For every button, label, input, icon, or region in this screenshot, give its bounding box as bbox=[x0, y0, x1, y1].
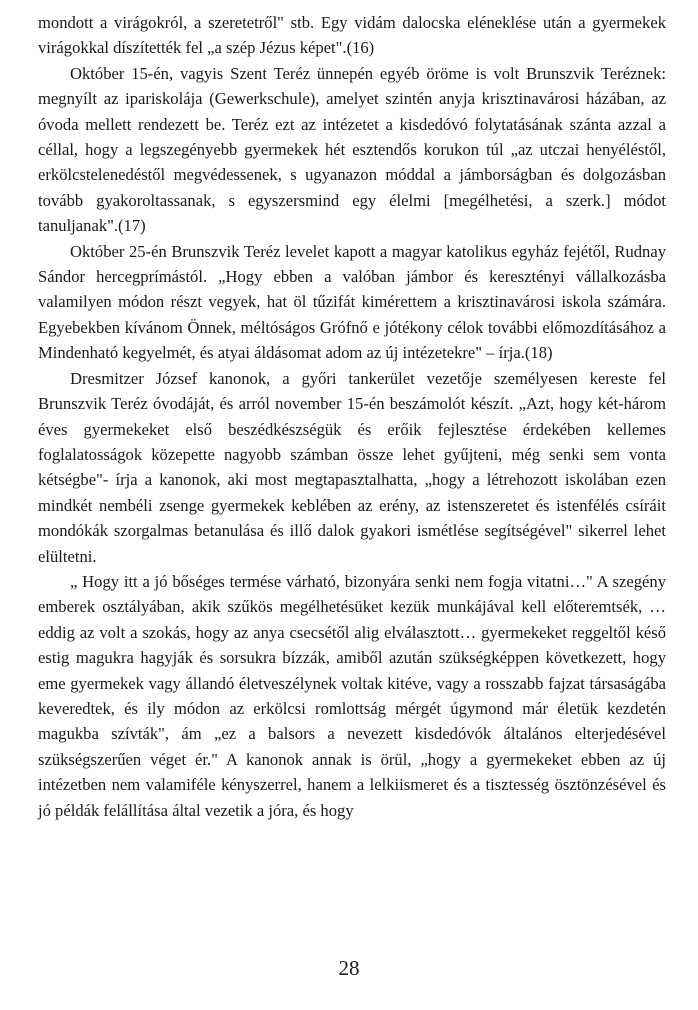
paragraph-quotation: „ Hogy itt a jó bőséges termése várható, bizonyára senki nem fogja vitatni…" A szegény emberek osztályában, akik szűkös megélhetésüket kezük munkájával kell előteremtsék, … eddig az volt a szokás, hogy az anya csecsétől alig elválasztott… gyermekeket reggeltől késő estig magukra hagyják és sorsukra bízzák, amiből azután szükségképpen következett, hogy eme gyermekek vagy állandó életveszélynek voltak kitéve, vagy a rosszabb fajzat társaságába keveredtek, és ily módon az erkölcsi romlottság mérgét úgymond már életük kezdetén magukba szívták", ám „ez a balsors a nevezett kisdedóvók általános elterjedésével szükségszerűen véget ér." A kanonok annak is örül, „hogy a gyermekeket ebben az új intézetben nem valamiféle kényszerrel, hanem a lelkiismeret és a tisztesség ösztönzésével és jó példák felállítása által vezetik a jóra, és hogy bbox=[38, 571, 666, 820]
paragraph-continued: mondott a virágokról, a szeretetről" stb. Egy vidám dalocska eléneklése után a gyermekek virágokkal díszítették fel „a szép Jézus képet".(16) bbox=[38, 13, 666, 58]
page-number: 28 bbox=[338, 956, 360, 980]
paragraph-rudnay-letter: Október 25-én Brunszvik Teréz levelet kapott a magyar katolikus egyház fejétől, Rudnay Sándor hercegprímástól. „Hogy ebben a valóban jámbor és keresztényi vállalkozásba valamilyen módon részt vegyek, hat öl tűzifát kimérettem a krisztinavárosi iskola számára. Egyebekben kívánom Önnek, méltóságos Grófnő e jótékony célok további előmozdításához a Mindenható kegyelmét, és atyai áldásomat adom az új intézetekre" – írja.(18) bbox=[38, 241, 666, 363]
paragraph-industrial-school: Október 15-én, vagyis Szent Teréz ünnepén egyéb öröme is volt Brunszvik Teréznek: megnyílt az ipariskolája (Gewerkschule), amelyet szintén anyja krisztinavárosi házában, az óvoda mellett rendezett be. Teréz ezt az intézetet a kisdedóvó folytatásának szánta azzal a céllal, hogy a legszegényebb gyermekek hét esztendős korukon túl „az utczai henyéléstől, erkölcstelenedéstől megvédessenek, s ugyanazon móddal a jámborságban és dolgozásban tovább gyakoroltassanak, s egyszersmind egy élelmi [megélhetési, a szerk.] módot tanuljanak".(17) bbox=[38, 63, 666, 236]
body-text bbox=[38, 10, 666, 823]
paragraph-dresmitzer-report: Dresmitzer József kanonok, a győri tankerület vezetője személyesen kereste fel Brunszvik Teréz óvodáját, és arról november 15-én beszámolót készít. „Azt, hogy két-három éves gyermekeket első beszédkészségük és erőik fejlesztése érdekében kellemes foglalatosságok közepette nagyobb számban össze lehet gyűjteni, még senki sem vonta kétségbe"- írja a kanonok, aki most megtapasztalhatta, „hogy a létrehozott iskolában ezen mindkét nembéli zsenge gyermekek keblében az erény, az istenszeretet és istenfélés csíráit mondókák szorgalmas betanulása és illő dalok gyakori ismétlése segítségével" sikerrel lehet elültetni. bbox=[38, 368, 666, 566]
